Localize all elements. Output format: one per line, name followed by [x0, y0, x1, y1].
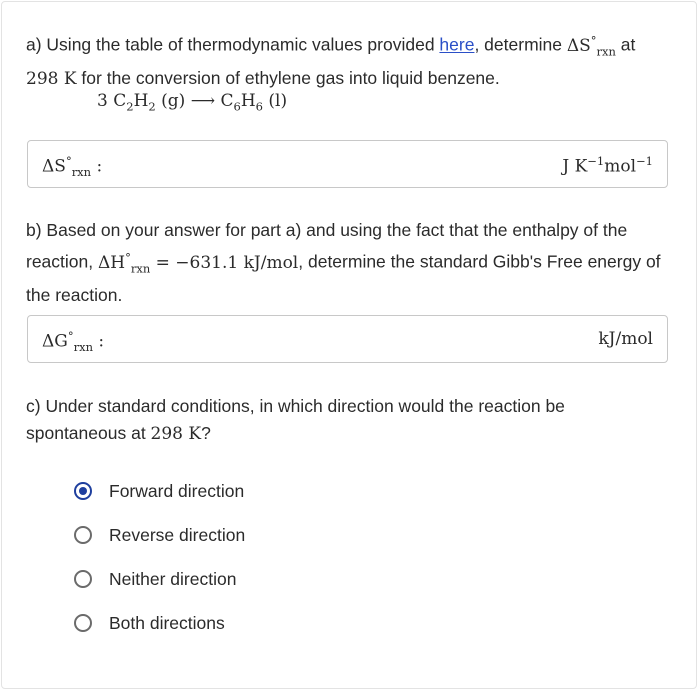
option-neither-label: Neither direction: [109, 568, 237, 589]
delta-s-symbol: $\Delta S^\circ_{rxn}$: [566, 33, 616, 59]
part-b-prompt: b) Based on your answer for part a) and using the fact that the enthalpy of the reaction, $\Delta H^\circ_{rxn} = -631.1$ kJ/mol, determine the standard Gibb's Free energy of the reaction.: [26, 220, 661, 306]
option-forward-label: Forward direction: [109, 480, 245, 501]
delta-g-answer-label: $\Delta G^\circ_{rxn}$ :: [42, 329, 105, 355]
delta-h-symbol: $\Delta H^\circ_{rxn} = -631.1$ kJ/mol: [97, 250, 299, 276]
here-link[interactable]: here: [439, 34, 475, 55]
radio-reverse[interactable]: [74, 526, 92, 544]
delta-s-answer-label: $\Delta S^\circ_{rxn}$ :: [42, 154, 103, 180]
delta-s-input[interactable]: [158, 141, 517, 187]
radio-neither[interactable]: [74, 570, 92, 588]
option-forward[interactable]: [74, 479, 244, 503]
delta-s-unit: J $K^{-1}mol^{-1}$: [562, 154, 653, 177]
part-a-prompt: a) Using the table of thermodynamic values provided here, determine $\Delta S^\circ_{rxn}$ at 298 K for the conversion of ethylene gas into liquid benzene.: [26, 33, 636, 90]
option-reverse-label: Reverse direction: [109, 524, 246, 545]
delta-g-input[interactable]: [158, 316, 517, 362]
option-reverse[interactable]: [74, 523, 245, 547]
radio-forward[interactable]: [74, 482, 92, 500]
radio-both[interactable]: [74, 614, 92, 632]
option-both[interactable]: [74, 611, 225, 635]
option-both-label: Both directions: [109, 612, 225, 633]
part-c-prompt: c) Under standard conditions, in which direction would the reaction be spontaneous at 298 K?: [26, 396, 565, 444]
delta-g-unit: kJ/mol: [598, 329, 653, 349]
delta-g-answer-box[interactable]: [27, 315, 668, 363]
reaction-equation: 3 $C_2H_2$ (g) ⟶ $C_6H_6$ (l): [97, 91, 288, 114]
reaction-arrow: ⟶: [190, 91, 216, 111]
delta-s-answer-box[interactable]: [27, 140, 668, 188]
option-neither[interactable]: [74, 567, 236, 591]
